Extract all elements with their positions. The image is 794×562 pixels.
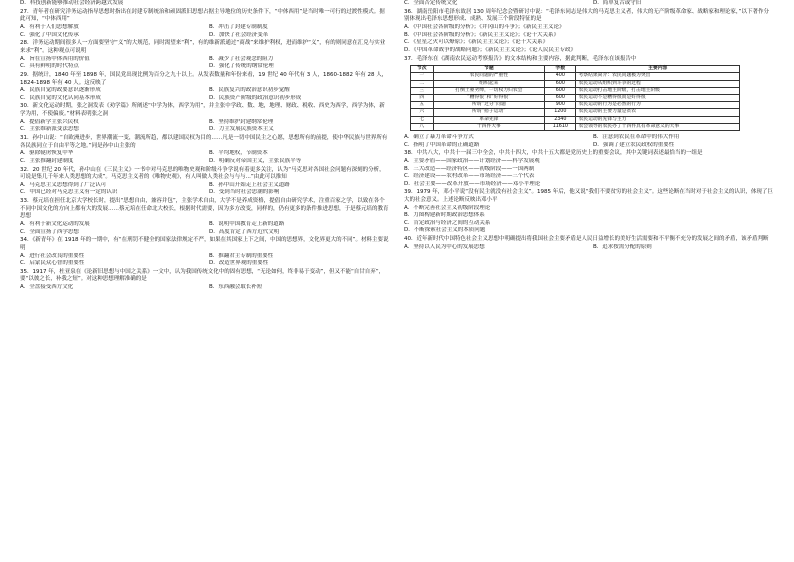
table-cell: 农民运动的主要力量是贫农 bbox=[576, 109, 740, 116]
answer-options bbox=[20, 56, 390, 71]
question bbox=[20, 0, 390, 8]
report-structure-table bbox=[410, 65, 740, 131]
answer-options bbox=[404, 134, 774, 149]
answer-option: C．启蒙民众心智的重要性 bbox=[20, 260, 85, 267]
question bbox=[404, 56, 774, 150]
table-row bbox=[411, 94, 740, 101]
table-cell: 900 bbox=[545, 102, 576, 109]
answer-option: D．明确反对帝国主义，主张民族平等 bbox=[209, 157, 302, 164]
answer-option: C．全面宣扬了西学思想 bbox=[20, 228, 79, 235]
answer-option: D．强化了传统的纲常伦理 bbox=[209, 63, 274, 70]
answer-option: A．民族自觉的政要意识逐渐形成 bbox=[20, 87, 101, 94]
question bbox=[20, 269, 390, 292]
question-stem: 31．孙中山说：“自欧洲进步，世界潮流一变，潮流所趋，都以建国民权为目的……凡是一切中国民主之心愿，思想所有的前提，使中华民族与世界所有各民族同立于自由平等之地。”同是孙中山主张的 bbox=[20, 135, 388, 149]
answer-option: D．受到当时社会思潮的影响 bbox=[209, 189, 280, 196]
answer-option: B．推翻君主专制的重要性 bbox=[209, 252, 274, 259]
question bbox=[20, 103, 390, 133]
answer-option: B．坚持维护封建纲常伦理 bbox=[209, 118, 274, 125]
table-row bbox=[411, 73, 740, 80]
question-stem: 38．中共八大，中共十一届三中全会，中共十四大，中共十五大都是党历史上的重要会议，其中关键词表述最恰当的一组是 bbox=[404, 150, 703, 157]
table-cell: 2340 bbox=[545, 116, 576, 123]
table-cell: 农民运动的行为是必然的行为 bbox=[576, 102, 740, 109]
answer-options bbox=[20, 221, 390, 236]
answer-option: C．指明了中国革命的正确道路 bbox=[404, 141, 480, 148]
answer-options bbox=[404, 158, 774, 188]
question-stem: 33．蔡元培在担任北京大学校长时，提出“思想自由，兼容并包”，主张学术自由，大学不是养成资格，提倡自由研究学术，注重百家之学，以致在各个不同中国文化的方向上都有大的发展……蔡元培在任命北大校长，根据时代需要，因为多方改变，同样的，仍有更多的条件推进思想，于是蔡元培的教育思想 bbox=[20, 198, 389, 220]
answer-option: B．民族复兴的政治意识初步觉醒 bbox=[209, 87, 290, 94]
answer-option: C．主张推翻封建制度 bbox=[20, 157, 74, 164]
answer-option: A．旨在宣扬中体西用的价值 bbox=[20, 55, 90, 62]
answer-option: C．强化了中国文化传承 bbox=[20, 31, 79, 38]
answer-option: D．力主发展民族资本主义 bbox=[209, 126, 274, 133]
question-stem: 29．据统计，1840 年至 1898 年，国民党出现比例为百分之九十以上。从发表数量和年份来看，19 世纪 40 年代有 3 人，1860-1882 年有 28 人，1824-1898 年有 40 人。这反映了 bbox=[20, 71, 388, 86]
question-stem: 36．湖南岳阳市毛泽东故居 130 周年纪念会暨研讨中说：“毛泽东同志是伟大的马克思主义者，伟大的无产阶级革命家、战略家和理论家，”以下著作分别体现出毛泽东思想形成、成熟、发展三个阶段特征的是 bbox=[404, 8, 769, 23]
answer-options bbox=[404, 0, 774, 8]
answer-option: A．《中国社会各阶级的分析》；《井冈山的斗争》；《新民主主义论》 bbox=[404, 23, 565, 30]
table-cell: 400 bbox=[545, 73, 576, 80]
table-cell: 农民运动打击地主阶级，打击地主阶级 bbox=[576, 87, 740, 94]
answer-option: A．不断完善社会主义初级阶段理论 bbox=[404, 204, 491, 211]
answer-option: D．强调了建立农民政权的重要性 bbox=[593, 141, 675, 148]
answer-option: A．主要矛盾——国家政治——计划经济——科学发展观 bbox=[404, 157, 540, 164]
table-row bbox=[411, 80, 740, 87]
answer-option: C．中国已经对马克思主义有一定的认识 bbox=[20, 189, 118, 196]
answer-option: D．民族资产阶级的政治意识初步形成 bbox=[209, 94, 302, 101]
table-cell: 11610 bbox=[545, 123, 576, 130]
answer-options bbox=[404, 205, 774, 235]
answer-option: C．主张维新派变法思想 bbox=[20, 126, 79, 133]
table-cell: 600 bbox=[545, 80, 576, 87]
table-row bbox=[411, 123, 740, 130]
answer-option: B．冲击了封建专制制度 bbox=[209, 23, 268, 30]
question-stem: 28．洋务运动期间很多人一方面要坚守“义”的大规范，同时渴望来“利”，有的维新派通过“商战”来维护利权，进而维护“义”，有的则同意在汇兑与实业来求“利”。这种观点可说明 bbox=[20, 40, 386, 54]
answer-options bbox=[20, 87, 390, 102]
answer-option: A．马克思主义思想得到了广泛认可 bbox=[20, 181, 107, 188]
answer-option: B．力图构建新时期政治思想体系 bbox=[404, 212, 485, 219]
table-cell: 600 bbox=[545, 87, 576, 94]
table-row bbox=[411, 87, 740, 94]
answer-option: B．平均地权，节制资本 bbox=[209, 150, 268, 157]
table-header-cell: 字数 bbox=[545, 66, 576, 73]
answer-options bbox=[20, 24, 390, 39]
answer-option: A．全盘接受西方文化 bbox=[20, 284, 74, 291]
table-header-row bbox=[411, 66, 740, 73]
question bbox=[20, 167, 390, 197]
table-cell: 四 bbox=[411, 94, 434, 101]
question bbox=[20, 135, 390, 165]
answer-option: B．孙中山开始走上社会主义道路 bbox=[209, 181, 290, 188]
table-cell: 农会领导的农民办了十四件具有革命意义的大事 bbox=[576, 123, 740, 130]
answer-option: B．追求按需分配的原则 bbox=[593, 243, 652, 250]
answer-options bbox=[20, 284, 390, 292]
answer-option: B．《中国社会各阶级的分析》；《新民主主义论》；《论十大关系》 bbox=[404, 31, 560, 38]
answer-option: D．《中国革命战争的战略问题》；《新民主主义论》；《论人民民主专政》 bbox=[404, 46, 576, 53]
answer-option: A．提倡新学主张兴民权 bbox=[20, 118, 79, 125]
table-cell: 一 bbox=[411, 73, 434, 80]
table-cell: 五 bbox=[411, 102, 434, 109]
answer-option: D．加快了社会经济变革 bbox=[209, 31, 269, 38]
table-cell: 十四件大事 bbox=[433, 123, 545, 130]
table-cell: 组织起来 bbox=[433, 80, 545, 87]
answer-option: B．注意到农民在革命中的伟大作用 bbox=[593, 133, 680, 140]
answer-option: D．科技创新能够推动社会经济跨越式发展 bbox=[20, 0, 124, 6]
answer-option: C．具有鲜明的时代特点 bbox=[20, 63, 79, 70]
answer-option: A．确立了暴力革命斗争方式 bbox=[404, 133, 474, 140]
table-cell: 六 bbox=[411, 109, 434, 116]
answer-options bbox=[20, 253, 390, 268]
question bbox=[404, 0, 774, 8]
answer-option: A．坚持以人民为中心的发展思想 bbox=[404, 243, 485, 250]
answer-option: C．全面否定传统文化 bbox=[404, 0, 458, 6]
answer-option: D．社会主要——改革开放——市场经济——邓小平理论 bbox=[404, 180, 541, 187]
answer-option: C．《星星之火可以燎原》；《新民主主义论》；《论十大关系》 bbox=[404, 39, 549, 46]
question bbox=[404, 236, 774, 251]
table-cell: 农民运动的先锋与主力 bbox=[576, 116, 740, 123]
question-stem: 34．《新青年》在 1918 年的一期中，有“在刑罚不健全的国家法律规定不严，如果在其国家上下之间，中国的思想界，文化界更大的不同”。材料主要说明 bbox=[20, 237, 389, 251]
table-header-cell: 节次 bbox=[411, 66, 434, 73]
question bbox=[20, 198, 390, 236]
answer-option: D．改造世界观的重要性 bbox=[209, 260, 269, 267]
table-cell: 所谓“痞子运动” bbox=[433, 109, 545, 116]
table-cell: 二 bbox=[411, 80, 434, 87]
question bbox=[20, 40, 390, 70]
answer-options bbox=[404, 24, 774, 54]
answer-option: C．肯定政治与经济之间的互动关系 bbox=[404, 219, 491, 226]
table-row bbox=[411, 116, 740, 123]
answer-options bbox=[404, 244, 774, 252]
answer-option: D．不断探索社会主义的本质问题 bbox=[404, 227, 486, 234]
question-stem: 30．新文化运动时期，张之洞发表《劝学篇》所阐述“中学为体，西学为用”，并主张中学政、数、地，地理、财政、税收、西史为西学，西学为体，新学为用，不使偏废。”材料表明张之洞 bbox=[20, 103, 385, 118]
question bbox=[404, 189, 774, 235]
question bbox=[404, 9, 774, 55]
answer-option: A．驱除鞑虏恢复中华 bbox=[20, 150, 74, 157]
question bbox=[20, 237, 390, 267]
question bbox=[20, 9, 390, 39]
question-stem: 27．青年者在研究洋务运动指导思想时指出在封建专制统治和顽固派旧思想占据主导地位的历史条件下，“中体西用”是当时唯一可行的过渡性模式。据此可知，“中体西用” bbox=[20, 8, 385, 23]
table-cell: 600 bbox=[545, 94, 576, 101]
table-cell: 三 bbox=[411, 87, 434, 94]
answer-options bbox=[20, 0, 390, 8]
table-header-cell: 节题 bbox=[433, 66, 545, 73]
question-stem: 35．1917 年，杜亚泉在《论新旧思想与中国之关系》一文中，认为我国传统文化中的固有思想，“无论如何，终非易于变动”，但又不能“自甘自弃”，要“以彼之长，补我之短”。对这种思想理解准确的是 bbox=[20, 268, 385, 283]
answer-option: A．进行社会改良的重要性 bbox=[20, 252, 85, 259]
table-cell: 考察结果简介：农民问题极为突出 bbox=[576, 73, 740, 80]
question-stem: 39．1979 年，邓小平说“没有民主就没有社会主义”。1985 年后，他又说“我们不要贫穷的社会主义”。这些论断在当时对于社会主义的认识，体现了巨大的社会意义。上述论断反映出邓小平 bbox=[404, 189, 773, 204]
answer-options bbox=[20, 182, 390, 197]
question-stem: 32．20 世纪 20 年代，孙中山在《三民主义》一书中对马克思的唯物史观和阶级斗争学说有着更多关注，认为“马克思对各国社会问题有深刻的分析，可说是集几千年来人类思想的大成”。马克思主义者的《唯物史观》，有人叫做人类社会与与与...”由此可以推知 bbox=[20, 166, 385, 181]
table-row bbox=[411, 109, 740, 116]
table-cell: 农民问题的严重性 bbox=[433, 73, 545, 80]
table-row bbox=[411, 102, 740, 109]
table-cell: 所谓“过分”问题 bbox=[433, 102, 545, 109]
table-cell: 八 bbox=[411, 123, 434, 130]
answer-option: B．三大改造——经济特区——初级阶段——一国两制 bbox=[404, 165, 535, 172]
right-column bbox=[404, 0, 774, 562]
answer-option: D．简单复古或守旧 bbox=[593, 0, 642, 6]
table-cell: “糟得很”和“好得很” bbox=[433, 94, 545, 101]
answer-option: C．经济建设——农村改革——市场经济——三个代表 bbox=[404, 173, 535, 180]
question bbox=[20, 72, 390, 102]
question-stem: 37．毛泽东在《湖南农民运动考察报告》的文本结构和主要内容，据此判断，毛泽东在该报告中 bbox=[404, 55, 637, 62]
answer-option: B．减少了社会观念的阻力 bbox=[209, 55, 274, 62]
answer-option: B．说明中国教育走上新的道路 bbox=[209, 220, 285, 227]
question-stem: 40．近年新时代中国特色社会主义思想中明确提出将我国社会主要矛盾是人民日益增长的美好生活需要和不平衡不充分的发展之间的矛盾，该矛盾判断 bbox=[404, 236, 769, 243]
answer-option: A．有利于人们思想解放 bbox=[20, 23, 79, 30]
table-cell: 1200 bbox=[545, 109, 576, 116]
table-cell: 农民运动从组织到斗争的过程 bbox=[576, 80, 740, 87]
table-header-cell: 主要内容 bbox=[576, 66, 740, 73]
answer-option: B．东西融会取长补短 bbox=[209, 284, 263, 291]
answer-option: A．有利于新文化运动的发展 bbox=[20, 220, 90, 227]
table-cell: 革命先锋 bbox=[433, 116, 545, 123]
answer-options bbox=[20, 150, 390, 165]
answer-option: D．高度肯定了西方近代文明 bbox=[209, 228, 280, 235]
table-cell: 七 bbox=[411, 116, 434, 123]
question bbox=[404, 150, 774, 188]
table-cell: 农民运动不是糟得很而是好得很 bbox=[576, 94, 740, 101]
answer-options bbox=[20, 119, 390, 134]
answer-option: C．民族自觉的文化认同基本形成 bbox=[20, 94, 101, 101]
table-cell: 打倒土豪劣绅，一切权力归农会 bbox=[433, 87, 545, 94]
left-column bbox=[20, 0, 390, 562]
